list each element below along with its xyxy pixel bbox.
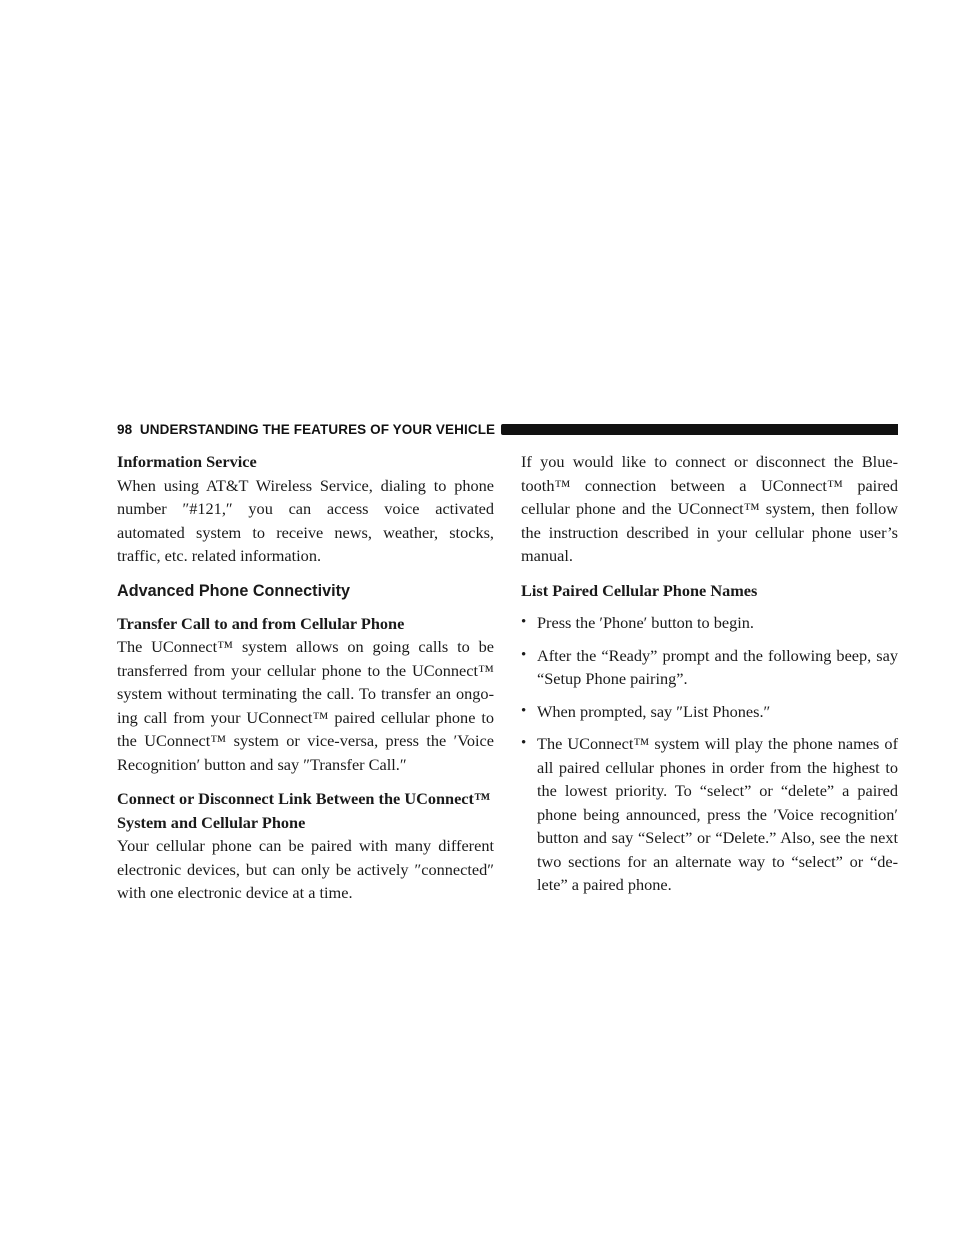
connect-disconnect-body: Your cellular phone can be paired with many different electronic devices, but can only be actively ″connected″ with one electronic device at a time. (117, 836, 494, 902)
transfer-call-body: The UConnect™ system allows on going calls to be transferred from your cellular phone to the UConnect™ system without terminating the call. To transfer an ongo-ing call from your UConnect™ paired cellular phone to the UConnect™ system or vice-versa, press the ′Voice Recognition′ button and say ″Transfer Call.″ (117, 637, 494, 774)
bullet-icon: • (521, 735, 527, 751)
advanced-phone-connectivity-heading: Advanced Phone Connectivity (117, 581, 350, 600)
list-item (521, 644, 898, 691)
bluetooth-connect-intro: If you would like to connect or disconnect the Blue-tooth™ connection between a UConnect™ paired cellular phone and the UConnect™ system, then follow the instruction described in your cellular phone user’s manual. (521, 452, 898, 565)
page-header-text (117, 422, 495, 437)
right-column (521, 450, 898, 897)
transfer-call-heading: Transfer Call to and from Cellular Phone (117, 613, 405, 633)
list-item (521, 700, 898, 724)
list-paired-phones-heading: List Paired Cellular Phone Names (521, 580, 758, 600)
list-item-text: Press the ′Phone′ button to begin. (537, 613, 754, 632)
bullet-icon: • (521, 702, 527, 719)
list-item-text: When prompted, say ″List Phones.″ (537, 701, 771, 721)
list-item-text: The UConnect™ system will play the phone names of all paired cellular phones in order from the highest to the lowest priority. To “select” or “delete” a paired phone being announced, press the ′Voice recognition′ button and say “Select” or “Delete.” Also, see the next two sections for an alternate way to “select” or “de-lete” a paired phone. (537, 734, 898, 894)
list-item-text: After the “Ready” prompt and the following beep, say “Setup Phone pairing”. (537, 645, 898, 688)
information-service-heading: Information Service (117, 452, 257, 471)
left-column (117, 450, 494, 905)
list-item (521, 732, 898, 897)
bullet-icon: • (521, 614, 527, 630)
page-header (117, 420, 898, 438)
section-title: UNDERSTANDING THE FEATURES OF YOUR VEHICLE (139, 421, 496, 437)
list-item (521, 611, 898, 635)
bullet-icon: • (521, 646, 527, 663)
information-service-body: When using AT&T Wireless Service, dialing to phone number ″#121,″ you can access voice activated automated system to receive news, weather, stocks, traffic, etc. related information. (117, 475, 494, 565)
header-rule-bar (501, 424, 898, 435)
page-number: 98 (117, 421, 133, 437)
list-paired-phones-steps (521, 611, 898, 897)
connect-disconnect-heading: Connect or Disconnect Link Between the UConnect™ System and Cellular Phone (117, 789, 491, 832)
